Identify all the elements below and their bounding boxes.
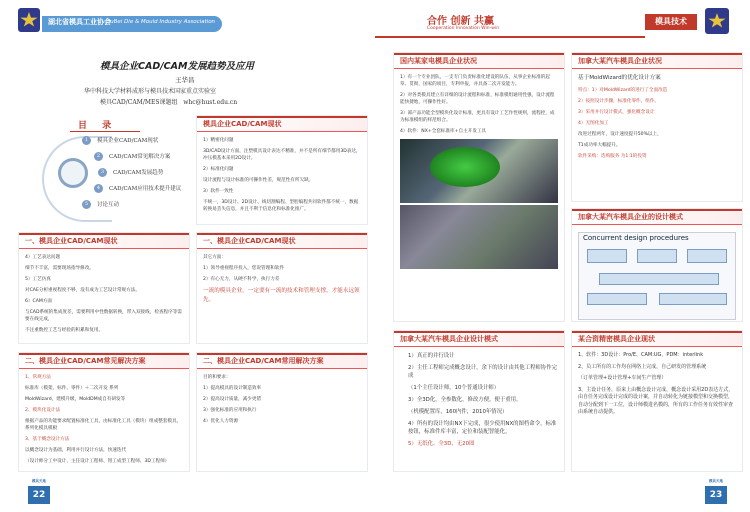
panel-line: 3D/CAD设计方面，注塑模具设计表达不精准，并不是所有细节都用3D表达，冲压模基本采用2D设计。 <box>203 149 361 161</box>
panel-title: 二、模具企业CAD/CAM常见解决方案 <box>19 353 189 369</box>
panel-line: 3、主设计任务，原来上由概念设计完成，概念设计采用2D表达方式，由自任务完成设计完成的设计案，并自动转化为链接模型和交换模型，自动分配到下一工位，设计师模进名模的，所有的工作任务有效性审查由系统自动提供。 <box>578 386 734 415</box>
solution-panel-b <box>196 352 368 472</box>
panel-line: 目的和要求： <box>203 375 231 380</box>
panel-line: 以概念设计为基础，利用并行设计方法，快速迭代 <box>25 448 127 453</box>
panel-line: 2）主任工程师完成概念设计，余下的设计由其他工程师协作完成 <box>408 365 557 379</box>
panel-line: 根据产品的功能要求配置标准化工具，由标准化工具（模块）组成整套模具，系列化模具模板 <box>25 419 182 431</box>
diagram-box <box>599 273 719 285</box>
star-icon <box>708 13 726 29</box>
right-page <box>375 0 750 512</box>
page-number-left <box>28 479 50 504</box>
panel-line: 4）优化人力资源 <box>203 419 239 424</box>
footer-tag: 模具天地 <box>709 479 723 483</box>
panel-title: 模具企业CAD/CAM现状 <box>197 116 367 132</box>
toc-item <box>94 184 181 193</box>
page-number: 22 <box>32 490 46 500</box>
canada-panel-b <box>571 208 743 322</box>
status-panel-a <box>196 115 368 225</box>
toc-item <box>98 168 163 177</box>
panel-line: 2）有心无力，从硬不科学，执行力差 <box>203 277 280 282</box>
canada-panel-c <box>393 330 565 472</box>
org-name-cn: 湖北省模具工业协会 <box>48 18 111 26</box>
star-icon <box>20 12 38 28</box>
panel-line: 4）所有的设计均由NX下完成，很少使用NX的图档命令，标准按钮，标准件库丰富，定位和装配智能化。 <box>408 421 557 435</box>
panel-line: 其它方面： <box>203 255 226 260</box>
panel-line: 4）无图化加工 <box>578 121 609 126</box>
footer-tag: 模具天地 <box>32 479 46 483</box>
highlight-text: 一流的模具企业，一定要有一流的技术和管理支撑，才能永远领先。 <box>203 288 360 303</box>
canada-panel-a <box>571 52 743 202</box>
panel-line: 与CAD系统的集成度差，需要利用中性数据转换，带入双接线，检查程序等需要在线完成， <box>25 310 182 322</box>
panel-line: 细节不丰富，需要现场指导修改。 <box>25 266 94 271</box>
toc-label: 模具企业CAD/CAM现状 <box>97 138 159 144</box>
toc-number: 2 <box>94 152 103 161</box>
toc-label: CAD/CAM应用技术提升建议 <box>109 186 182 192</box>
panel-line: （机模配置库，160内件，2010年情况） <box>408 409 508 415</box>
panel-line: 3）软件一致性 <box>203 189 234 194</box>
toc-number: 4 <box>94 184 103 193</box>
toc-label: 讨论互动 <box>97 202 120 208</box>
panel-line: 不注重数控工艺与经验的积累和复用。 <box>25 328 104 333</box>
association-header <box>18 6 358 36</box>
diagram-box <box>587 293 647 305</box>
status-panel-c <box>196 232 368 344</box>
panel-line: 4）软件：NX+全套标准库+自主开发工具 <box>400 129 487 134</box>
toc-divider <box>70 131 140 132</box>
panel-line: 1）真正的并行设计 <box>408 353 455 359</box>
panel-title: 二、模具企业CAD/CAM常用解决方案 <box>197 353 367 369</box>
solution-panel-a <box>18 352 190 472</box>
panel-line: 4）工艺表达问题 <box>25 255 61 260</box>
panel-title: 某合资精密模具企业现状 <box>572 331 742 347</box>
page-number-right <box>705 479 727 504</box>
diagram-box <box>637 249 677 263</box>
page-number: 23 <box>709 490 723 500</box>
domestic-panel <box>393 52 565 322</box>
diagram-caption: Concurrent design procedures <box>583 234 689 242</box>
toc-heading: 目 录 <box>78 121 118 131</box>
toc-item <box>82 200 119 209</box>
toc-number: 3 <box>98 168 107 177</box>
section-tag: 模具技术 <box>645 14 697 30</box>
table-of-contents <box>30 118 190 218</box>
panel-line: 2）标准化问题 <box>203 167 234 172</box>
panel-title: 一、模具企业CAD/CAM现状 <box>197 233 367 249</box>
toc-number: 1 <box>82 136 91 145</box>
panel-line: 6）CAM方面 <box>25 299 53 304</box>
toc-label: CAD/CAM常见解决方案 <box>109 154 171 160</box>
jv-panel <box>571 330 743 472</box>
panel-title: 加拿大某汽车模具企业的设计模式 <box>572 209 742 225</box>
panel-line: 2）提高设计质量，减少更错 <box>203 397 262 402</box>
status-panel-b <box>18 232 190 344</box>
diagram-box <box>587 249 627 263</box>
author-email: whc@hust.edu.cn <box>183 99 238 106</box>
panel-line: 2、模块化设计法 <box>25 408 61 413</box>
panel-line: 2、员工所有的工作均在网络上完成，自己研发的管理系统 <box>578 363 707 370</box>
association-logo <box>18 8 40 32</box>
panel-line: 软件采购：选购服务 为1:1的投资 <box>578 154 647 159</box>
mold-render-image <box>400 139 558 203</box>
association-logo <box>705 8 729 34</box>
panel-line: 3）部产品功能全型模块化设计标准，更具有设计工艺作性规则，流程控，成为标准模组的样范组合。 <box>400 111 555 123</box>
article-affiliation: 华中科技大学材料成形与模具技术国家重点实验室 <box>84 88 217 95</box>
panel-line: 5）工艺仿真 <box>25 277 51 282</box>
mold-part-shape <box>430 147 500 187</box>
slogan: 合作 创新 共赢 <box>427 16 494 27</box>
toc-label: CAD/CAM发展趋势 <box>113 170 164 176</box>
article-author: 王华昌 <box>175 76 195 84</box>
factory-photo <box>400 205 558 269</box>
diagram-box <box>659 293 727 305</box>
toc-ring-icon <box>58 158 88 188</box>
panel-line: 1、软件：3D设计：Pro/E、CAM:UG，PDM：interlink <box>578 352 704 358</box>
article-affiliation-2 <box>100 97 237 106</box>
panel-line: 1）提高模具的设计制造效率 <box>203 386 262 391</box>
panel-line: 2）对各类模具建立有详细的设计流程和标准，标准模组通用性强，设计流程能快捷地，可操作性好。 <box>400 93 555 105</box>
panel-line: 1）领导重视程序投入，您说管理和软件 <box>203 266 285 271</box>
panel-line: 3）全3D化，全参数化，修改方便，便于重用。 <box>408 397 522 403</box>
highlight-text: 5）无纸化、全3D、无20图 <box>408 441 475 447</box>
header-rule <box>375 36 645 38</box>
article-title: 模具企业CAD/CAM发展趋势及应用 <box>100 61 254 72</box>
panel-line: 不统一，3D设计、2D设计、线切割编程、型腔编程共同软件都不统一，数据转换易丢失信息，并且不利于信息化和标准化推广。 <box>203 200 359 212</box>
panel-title: 国内某家电模具企业状况 <box>394 53 564 69</box>
panel-line: T1成功率大幅提升。 <box>578 143 621 148</box>
panel-line: 2）按照设计步骤，标准化零件、组件。 <box>578 99 660 104</box>
panel-line: 3）采用并行设计模式，强化概念设计 <box>578 110 655 115</box>
panel-line: （订单管理+设计管理+车间生产管理） <box>578 375 667 381</box>
panel-line: 特点：1）对MoldWizard的进行了全面改造 <box>578 88 668 93</box>
research-group: 模具CAD/CAM/MES课题组 <box>100 99 178 106</box>
association-banner <box>42 16 222 32</box>
panel-line: 设计流程与设计标准的可操作性差，规范性有所欠缺。 <box>203 178 314 183</box>
panel-line: 1）精密化问题 <box>203 138 234 143</box>
panel-line: MoldWizard，建模升级，MoldDM成自有研发等 <box>25 397 126 402</box>
toc-number: 5 <box>82 200 91 209</box>
panel-line: 1、常规方法 <box>25 375 51 380</box>
slogan-en: Cooperation Innovation Win-win <box>427 26 500 31</box>
org-name-en: HuBei Die & Mould Industry Association <box>106 19 216 25</box>
toc-item <box>94 152 170 161</box>
panel-intro: 基于MoldWizard的优化设计方案 <box>578 75 661 81</box>
panel-line: 3）强化标准的应用和执行 <box>203 408 257 413</box>
toc-item <box>82 136 158 145</box>
panel-line: 标准库（模架、标件、零件）＋二次开发 系列 <box>25 386 119 391</box>
diagram-box <box>687 249 727 263</box>
panel-line: 改进过程两年，设计速度提升50%以上， <box>578 132 662 137</box>
panel-line: （设计师分工中设计，主任设计工程师、钳工成型工程师、3D工程师） <box>25 459 170 464</box>
panel-title: 加拿大某汽车模具企业状况 <box>572 53 742 69</box>
panel-line: （1个主任设计师，10个普通设计师） <box>408 385 500 391</box>
panel-title: 一、模具企业CAD/CAM现状 <box>19 233 189 249</box>
panel-title: 加拿大某汽车模具企业设计模式 <box>394 331 564 347</box>
panel-line: 3、基于概念设计方法 <box>25 437 70 442</box>
concurrent-design-diagram <box>578 232 736 320</box>
panel-line: 对CAE分析重视程度不够，没有成为工艺设计常规方法。 <box>25 288 140 293</box>
panel-line: 1）有一个专业团队，一支专门负责标准化建设的队伍，从事企业标准的起草、贯彻，国家的项目，专利申报，并具备二次开发能力。 <box>400 75 550 87</box>
